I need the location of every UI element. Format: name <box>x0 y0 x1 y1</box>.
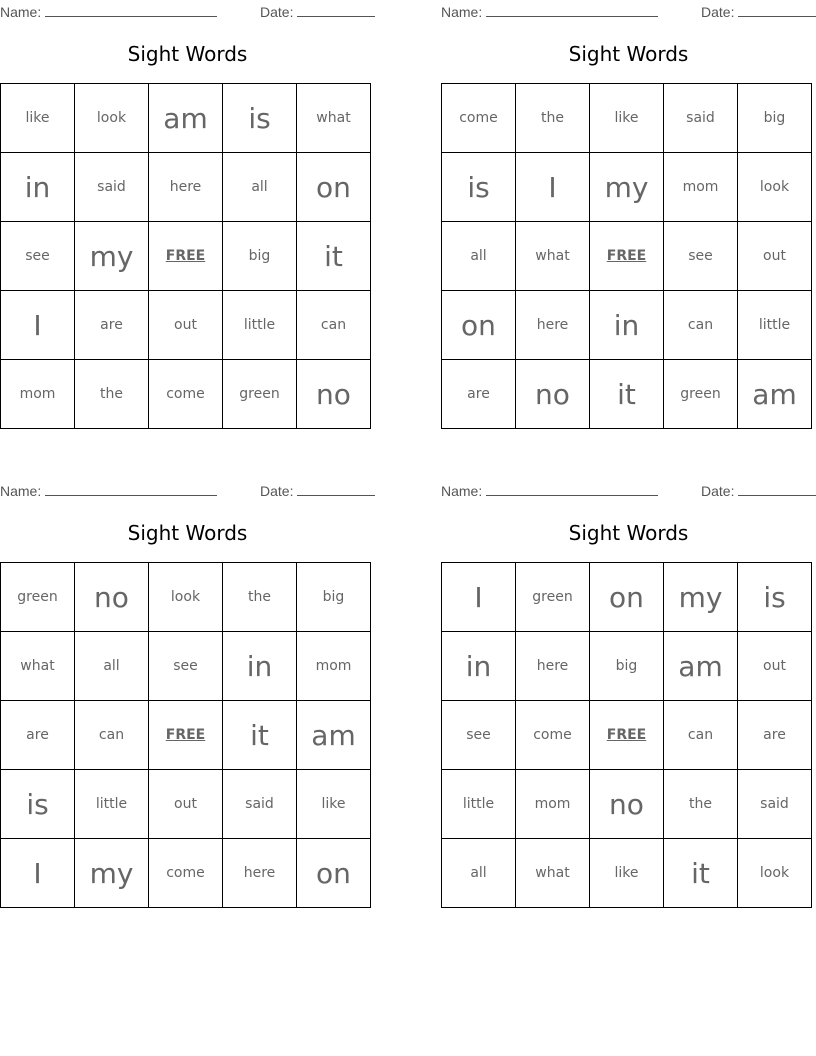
card-title: Sight Words <box>568 42 689 66</box>
word-cell: green <box>516 563 590 632</box>
date-blank[interactable] <box>297 482 375 496</box>
word-cell: it <box>297 222 371 291</box>
word-cell: green <box>223 360 297 429</box>
word-cell: what <box>297 84 371 153</box>
name-field[interactable] <box>0 3 217 20</box>
word-cell: come <box>149 839 223 908</box>
word-cell: no <box>75 563 149 632</box>
word-cell: am <box>149 84 223 153</box>
name-label: Name: <box>0 4 42 20</box>
word-cell: all <box>442 222 516 291</box>
grid-row <box>1 84 371 153</box>
grid-row <box>1 770 371 839</box>
word-cell: can <box>664 291 738 360</box>
word-cell: out <box>738 222 812 291</box>
card-header <box>441 0 816 20</box>
word-cell: on <box>590 563 664 632</box>
word-cell: I <box>442 563 516 632</box>
date-field[interactable] <box>260 482 375 499</box>
word-cell: in <box>1 153 75 222</box>
card-header <box>441 479 816 499</box>
word-cell: are <box>75 291 149 360</box>
word-cell: said <box>664 84 738 153</box>
name-label: Name: <box>0 483 42 499</box>
word-cell: like <box>297 770 371 839</box>
word-cell: is <box>1 770 75 839</box>
word-cell: it <box>664 839 738 908</box>
word-cell: like <box>590 84 664 153</box>
grid-row <box>442 632 812 701</box>
word-cell: the <box>75 360 149 429</box>
word-cell: on <box>442 291 516 360</box>
grid-row <box>1 563 371 632</box>
word-cell: I <box>1 839 75 908</box>
word-cell: little <box>223 291 297 360</box>
word-cell: can <box>297 291 371 360</box>
word-cell: look <box>738 839 812 908</box>
word-cell: here <box>516 632 590 701</box>
word-cell: it <box>590 360 664 429</box>
word-cell: what <box>1 632 75 701</box>
name-blank[interactable] <box>486 3 658 17</box>
grid-row <box>442 563 812 632</box>
date-label: Date: <box>260 4 294 20</box>
word-cell: all <box>442 839 516 908</box>
date-label: Date: <box>701 4 735 20</box>
grid-row <box>442 839 812 908</box>
word-cell: in <box>442 632 516 701</box>
bingo-grid <box>0 562 371 908</box>
word-cell: said <box>738 770 812 839</box>
word-cell: what <box>516 839 590 908</box>
word-cell: big <box>223 222 297 291</box>
word-cell: out <box>738 632 812 701</box>
word-cell: am <box>297 701 371 770</box>
word-cell: mom <box>297 632 371 701</box>
word-cell: on <box>297 153 371 222</box>
word-cell: can <box>75 701 149 770</box>
grid-row <box>442 153 812 222</box>
word-cell: are <box>738 701 812 770</box>
word-cell: big <box>297 563 371 632</box>
word-cell: here <box>223 839 297 908</box>
name-blank[interactable] <box>486 482 658 496</box>
word-cell: the <box>223 563 297 632</box>
word-cell: my <box>75 222 149 291</box>
grid-row <box>1 222 371 291</box>
date-field[interactable] <box>701 482 816 499</box>
word-cell: see <box>442 701 516 770</box>
word-cell: it <box>223 701 297 770</box>
word-cell: all <box>223 153 297 222</box>
word-cell: are <box>1 701 75 770</box>
word-cell: on <box>297 839 371 908</box>
date-blank[interactable] <box>738 482 816 496</box>
grid-row <box>1 291 371 360</box>
card-header <box>0 479 375 499</box>
grid-row <box>442 701 812 770</box>
word-cell: no <box>297 360 371 429</box>
grid-row <box>1 632 371 701</box>
word-cell: mom <box>664 153 738 222</box>
free-space: FREE <box>590 701 664 770</box>
word-cell: green <box>664 360 738 429</box>
word-cell: is <box>738 563 812 632</box>
word-cell: the <box>516 84 590 153</box>
grid-row <box>442 291 812 360</box>
card-title: Sight Words <box>127 521 248 545</box>
word-cell: out <box>149 770 223 839</box>
card-title: Sight Words <box>127 42 248 66</box>
word-cell: said <box>75 153 149 222</box>
word-cell: come <box>442 84 516 153</box>
name-field[interactable] <box>441 482 658 499</box>
date-blank[interactable] <box>738 3 816 17</box>
word-cell: big <box>590 632 664 701</box>
name-blank[interactable] <box>45 482 217 496</box>
word-cell: like <box>1 84 75 153</box>
word-cell: I <box>1 291 75 360</box>
word-cell: mom <box>1 360 75 429</box>
word-cell: like <box>590 839 664 908</box>
word-cell: see <box>1 222 75 291</box>
word-cell: what <box>516 222 590 291</box>
grid-row <box>442 84 812 153</box>
word-cell: no <box>516 360 590 429</box>
word-cell: my <box>75 839 149 908</box>
word-cell: little <box>442 770 516 839</box>
word-cell: am <box>738 360 812 429</box>
name-field[interactable] <box>0 482 217 499</box>
word-cell: said <box>223 770 297 839</box>
grid-row <box>1 153 371 222</box>
free-space: FREE <box>149 701 223 770</box>
word-cell: are <box>442 360 516 429</box>
word-cell: my <box>664 563 738 632</box>
grid-row <box>442 222 812 291</box>
word-cell: no <box>590 770 664 839</box>
name-field[interactable] <box>441 3 658 20</box>
date-blank[interactable] <box>297 3 375 17</box>
word-cell: is <box>442 153 516 222</box>
card-header <box>0 0 375 20</box>
word-cell: come <box>516 701 590 770</box>
name-label: Name: <box>441 483 483 499</box>
word-cell: see <box>149 632 223 701</box>
name-blank[interactable] <box>45 3 217 17</box>
word-cell: see <box>664 222 738 291</box>
card-title: Sight Words <box>568 521 689 545</box>
grid-row <box>442 770 812 839</box>
word-cell: look <box>149 563 223 632</box>
word-cell: can <box>664 701 738 770</box>
word-cell: all <box>75 632 149 701</box>
date-field[interactable] <box>701 3 816 20</box>
word-cell: in <box>590 291 664 360</box>
word-cell: come <box>149 360 223 429</box>
word-cell: here <box>516 291 590 360</box>
word-cell: here <box>149 153 223 222</box>
word-cell: in <box>223 632 297 701</box>
bingo-grid <box>441 83 812 429</box>
date-field[interactable] <box>260 3 375 20</box>
grid-row <box>1 701 371 770</box>
word-cell: I <box>516 153 590 222</box>
word-cell: my <box>590 153 664 222</box>
date-label: Date: <box>260 483 294 499</box>
free-space: FREE <box>149 222 223 291</box>
word-cell: big <box>738 84 812 153</box>
grid-row <box>442 360 812 429</box>
date-label: Date: <box>701 483 735 499</box>
word-cell: little <box>738 291 812 360</box>
word-cell: look <box>738 153 812 222</box>
word-cell: look <box>75 84 149 153</box>
word-cell: out <box>149 291 223 360</box>
grid-row <box>1 360 371 429</box>
word-cell: am <box>664 632 738 701</box>
word-cell: green <box>1 563 75 632</box>
bingo-grid <box>0 83 371 429</box>
bingo-grid <box>441 562 812 908</box>
word-cell: mom <box>516 770 590 839</box>
word-cell: little <box>75 770 149 839</box>
grid-row <box>1 839 371 908</box>
word-cell: the <box>664 770 738 839</box>
free-space: FREE <box>590 222 664 291</box>
name-label: Name: <box>441 4 483 20</box>
word-cell: is <box>223 84 297 153</box>
